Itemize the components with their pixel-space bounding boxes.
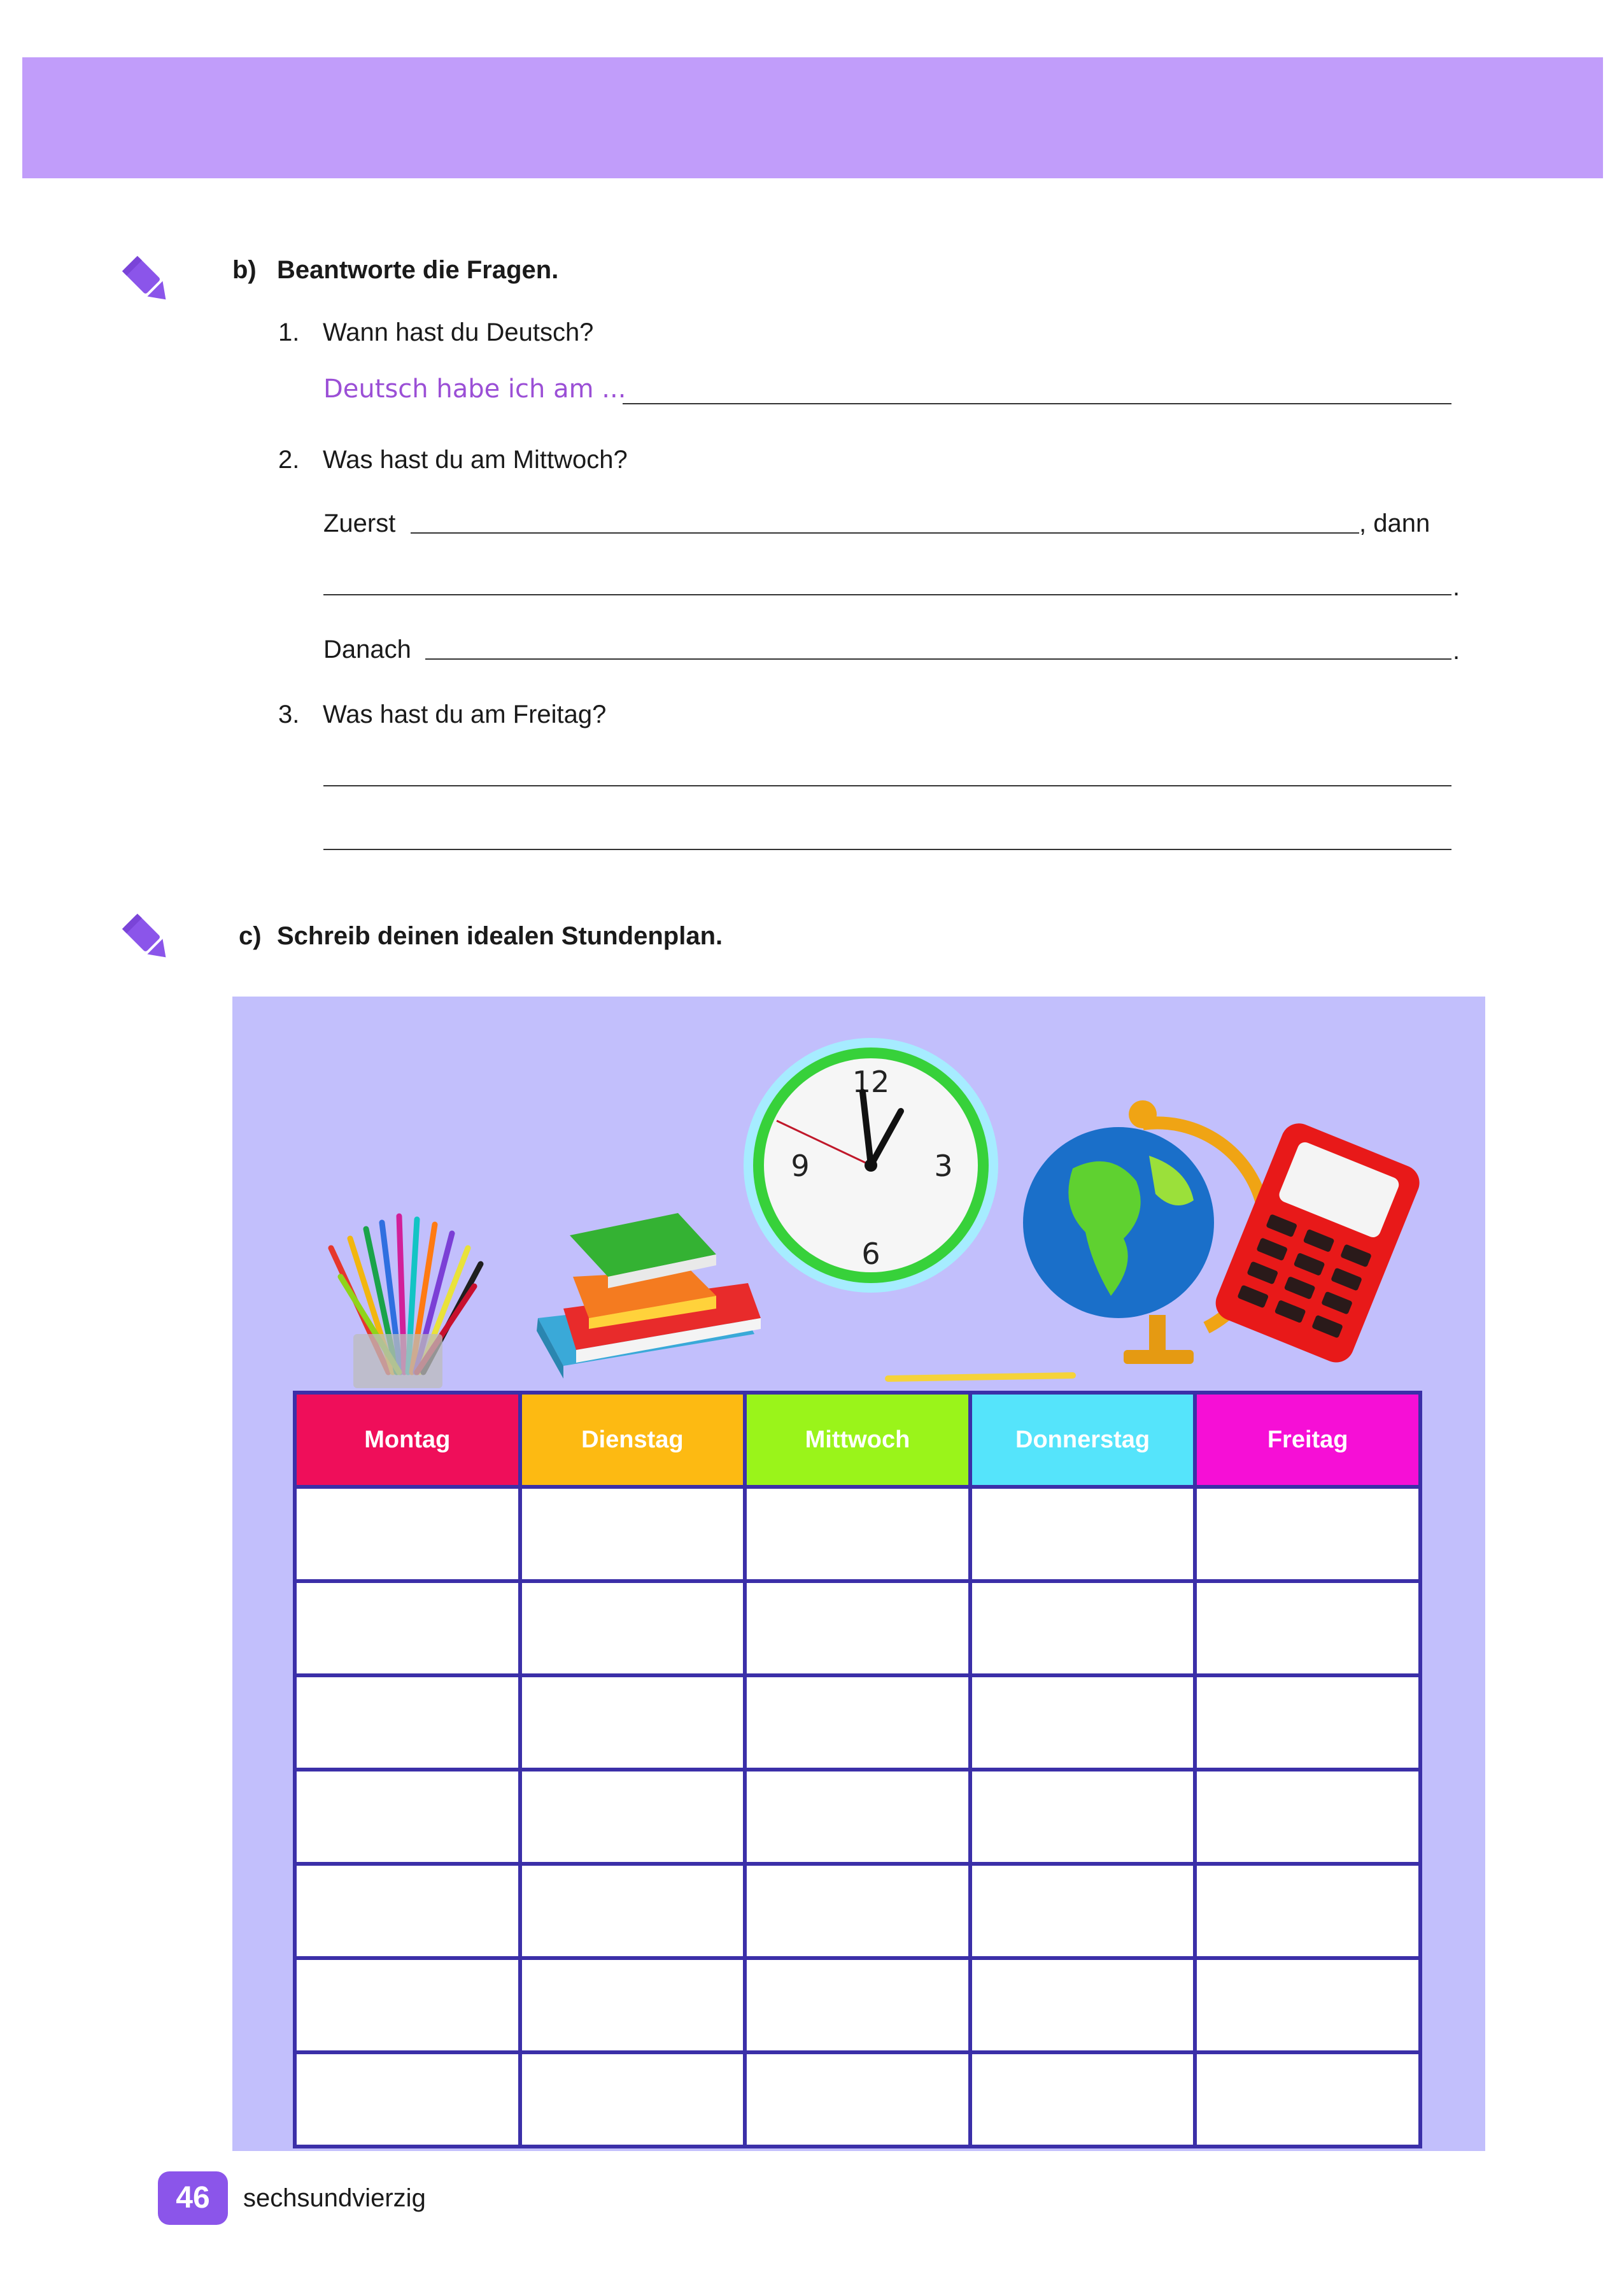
pencil-cup-icon (331, 1216, 481, 1388)
day-header-montag: Montag (295, 1393, 520, 1487)
question-2 (278, 446, 628, 474)
task-b-letter: b) (232, 256, 257, 284)
timetable-cell[interactable] (1195, 1487, 1420, 1581)
timetable-cell[interactable] (520, 1864, 745, 1958)
timetable-header-row (295, 1393, 1420, 1487)
answer-line-freitag-1[interactable] (323, 785, 1451, 786)
timetable-cell[interactable] (520, 1581, 745, 1675)
clock-number-12: 12 (852, 1065, 890, 1099)
timetable-cell[interactable] (745, 1675, 970, 1770)
question-2-text: Was hast du am Mittwoch? (323, 446, 628, 474)
timetable-cell[interactable] (295, 1581, 520, 1675)
timetable-cell[interactable] (1195, 1958, 1420, 2052)
timetable-cell[interactable] (520, 1675, 745, 1770)
timetable-cell[interactable] (295, 1864, 520, 1958)
timetable-cell[interactable] (520, 1770, 745, 1864)
timetable-cell[interactable] (745, 1487, 970, 1581)
timetable-cell[interactable] (970, 2052, 1196, 2147)
timetable-cell[interactable] (520, 1487, 745, 1581)
timetable-cell[interactable] (745, 1864, 970, 1958)
wall-clock-icon (744, 1038, 998, 1293)
timetable-cell[interactable] (520, 2052, 745, 2147)
example-answer: Deutsch habe ich am ... (323, 374, 626, 404)
clock-number-6: 6 (861, 1237, 880, 1271)
task-c-letter: c) (239, 922, 262, 950)
label-zuerst: Zuerst (323, 509, 396, 537)
school-supplies-illustration (232, 997, 1485, 1391)
timetable-cell[interactable] (295, 1770, 520, 1864)
timetable-cell[interactable] (295, 1958, 520, 2052)
timetable-cell[interactable] (745, 1958, 970, 2052)
timetable-cell[interactable] (745, 1581, 970, 1675)
label-dann: , dann (1359, 509, 1430, 537)
timetable-cell[interactable] (1195, 1770, 1420, 1864)
day-header-mittwoch: Mittwoch (745, 1393, 970, 1487)
question-3-text: Was hast du am Freitag? (323, 700, 607, 728)
timetable-cell[interactable] (745, 2052, 970, 2147)
timetable-cell[interactable] (970, 1675, 1196, 1770)
answer-line-dann[interactable] (323, 594, 1451, 595)
timetable-cell[interactable] (520, 1958, 745, 2052)
day-header-freitag: Freitag (1195, 1393, 1420, 1487)
timetable-cell[interactable] (295, 1487, 520, 1581)
task-b-heading (232, 256, 558, 285)
answer-line-zuerst[interactable] (411, 532, 1359, 534)
task-c-title: Schreib deinen idealen Stundenplan. (277, 922, 723, 950)
timetable-cell[interactable] (970, 1958, 1196, 2052)
timetable-row (295, 1864, 1420, 1958)
period-1: . (1453, 573, 1460, 601)
pencil-icon (118, 909, 175, 967)
timetable-row (295, 2052, 1420, 2147)
timetable-cell[interactable] (970, 1864, 1196, 1958)
question-2-number: 2. (278, 446, 300, 474)
task-b-title: Beantworte die Fragen. (277, 256, 559, 284)
timetable-cell[interactable] (1195, 1675, 1420, 1770)
book-stack-icon (537, 1213, 761, 1379)
clock-number-9: 9 (791, 1149, 810, 1183)
globe-icon (1023, 1100, 1266, 1364)
timetable-row (295, 1770, 1420, 1864)
timetable-cell[interactable] (295, 2052, 520, 2147)
timetable-cell[interactable] (745, 1770, 970, 1864)
question-1-number: 1. (278, 318, 300, 346)
timetable-cell[interactable] (1195, 1864, 1420, 1958)
timetable-row (295, 1487, 1420, 1581)
timetable (293, 1391, 1422, 2148)
page-number-badge: 46 (158, 2171, 228, 2225)
period-2: . (1453, 637, 1460, 665)
timetable-cell[interactable] (970, 1581, 1196, 1675)
lying-pencil-icon (888, 1375, 1073, 1379)
pencil-icon (118, 252, 175, 309)
timetable-cell[interactable] (295, 1675, 520, 1770)
timetable-cell[interactable] (1195, 2052, 1420, 2147)
timetable-cell[interactable] (970, 1487, 1196, 1581)
timetable-row (295, 1958, 1420, 2052)
timetable-cell[interactable] (970, 1770, 1196, 1864)
question-1-text: Wann hast du Deutsch? (323, 318, 594, 346)
clock-number-3: 3 (934, 1149, 953, 1183)
timetable-row (295, 1581, 1420, 1675)
question-1 (278, 318, 593, 347)
question-3 (278, 700, 606, 729)
page-number-word: sechsundvierzig (243, 2184, 426, 2212)
answer-line-danach[interactable] (425, 658, 1451, 660)
day-header-donnerstag: Donnerstag (970, 1393, 1196, 1487)
label-danach: Danach (323, 635, 411, 664)
header-banner (22, 57, 1603, 178)
question-3-number: 3. (278, 700, 300, 728)
timetable-cell[interactable] (1195, 1581, 1420, 1675)
answer-line-freitag-2[interactable] (323, 849, 1451, 850)
answer-line-1[interactable] (623, 403, 1451, 404)
task-c-heading (239, 922, 723, 951)
day-header-dienstag: Dienstag (520, 1393, 745, 1487)
timetable-row (295, 1675, 1420, 1770)
